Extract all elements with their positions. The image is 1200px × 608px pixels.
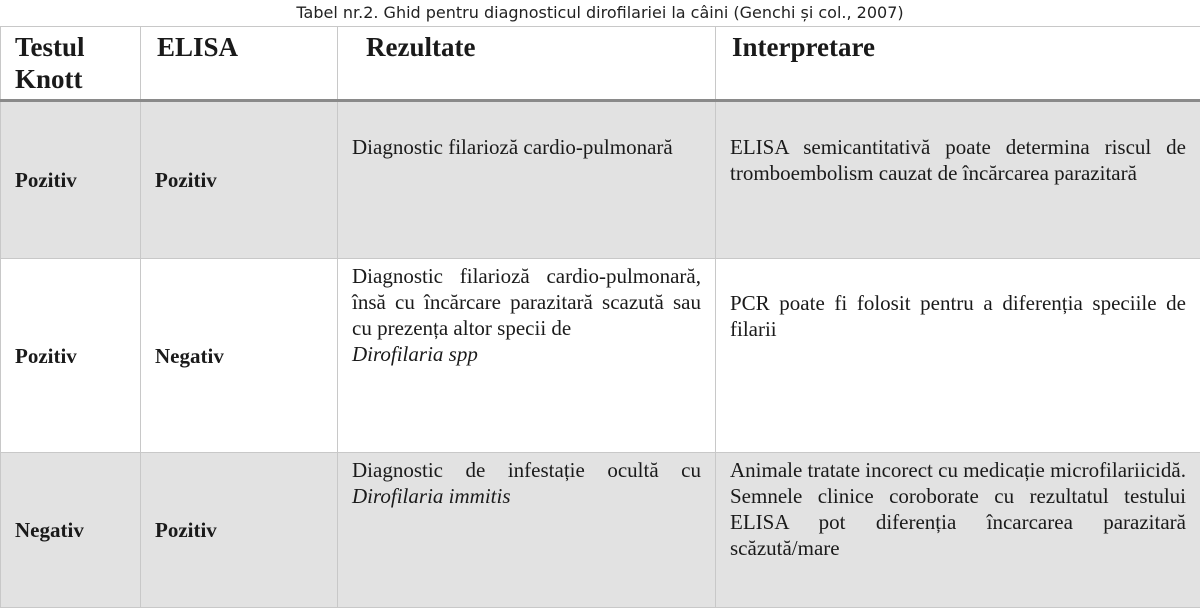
table-row: [1, 453, 1200, 608]
cell-rezultate: Diagnostic de infestație ocultă cu Dirofilaria immitis: [338, 453, 716, 608]
cell-knott: Pozitiv: [1, 101, 141, 259]
cell-knott: Negativ: [1, 453, 141, 608]
cell-rezultate: Diagnostic filarioză cardio-pulmonară: [338, 101, 716, 259]
header-interpretare: Interpretare: [716, 27, 1200, 101]
table-header-row: [1, 27, 1200, 101]
cell-elisa: Pozitiv: [141, 101, 338, 259]
cell-elisa: Negativ: [141, 259, 338, 453]
table-caption: Tabel nr.2. Ghid pentru diagnosticul dirofilariei la câini (Genchi și col., 2007): [0, 0, 1200, 26]
table-row: [1, 259, 1200, 453]
diagnostic-table: [0, 26, 1200, 608]
header-rezultate: Rezultate: [338, 27, 716, 101]
species-name: Dirofilaria immitis: [352, 484, 511, 508]
cell-interpretare: ELISA semicantitativă poate determina riscul de tromboembolism cauzat de încărcarea parazitară: [716, 101, 1200, 259]
cell-knott: Pozitiv: [1, 259, 141, 453]
cell-interpretare: PCR poate fi folosit pentru a diferenția speciile de filarii: [716, 259, 1200, 453]
species-name: Dirofilaria spp: [352, 342, 478, 366]
header-elisa: ELISA: [141, 27, 338, 101]
header-knott: Testul Knott: [1, 27, 141, 101]
table-row: [1, 101, 1200, 259]
cell-elisa: Pozitiv: [141, 453, 338, 608]
cell-rezultate: Diagnostic filarioză cardio-pulmonară, însă cu încărcare parazitară scazută sau cu prezența altor specii de Dirofilaria spp: [338, 259, 716, 453]
cell-interpretare: Animale tratate incorect cu medicație microfilariicidă. Semnele clinice coroborate cu rezultatul testului ELISA pot diferenția încarcarea parazitară scăzută/mare: [716, 453, 1200, 608]
